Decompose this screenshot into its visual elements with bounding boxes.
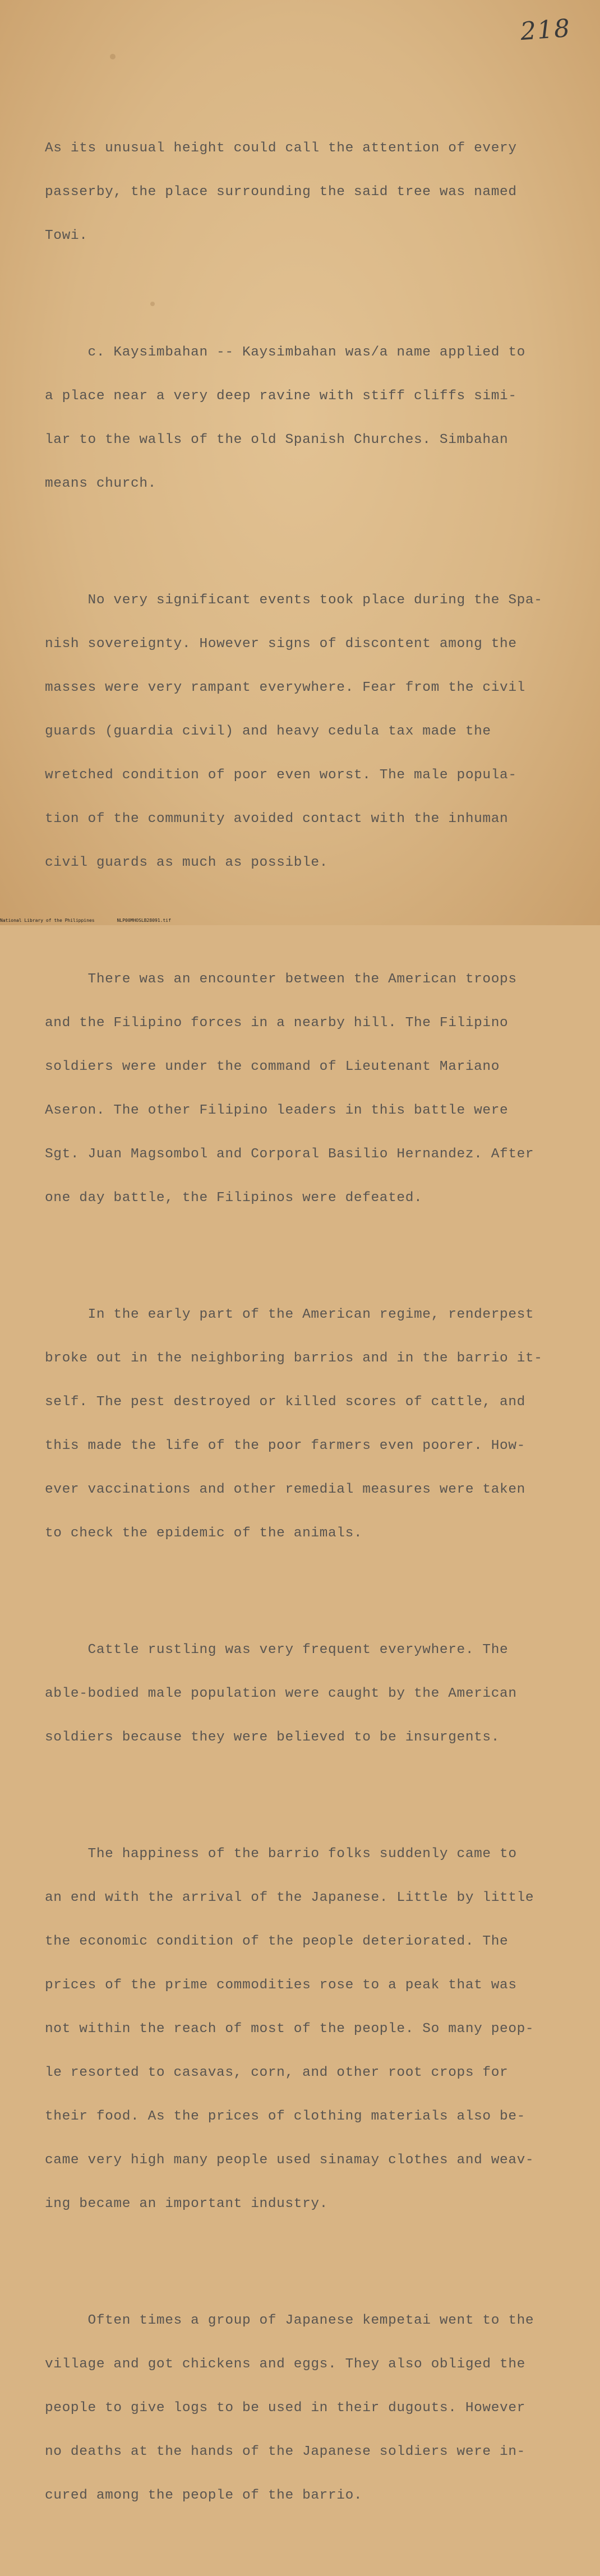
ink-smudge: [110, 54, 116, 59]
text-line: village and got chickens and eggs. They also obliged the: [45, 2357, 525, 2372]
text-line: an end with the arrival of the Japanese. Little by little: [45, 1890, 534, 1905]
text-line: no deaths at the hands of the Japanese soldiers were in-: [45, 2444, 525, 2459]
text-line: In the early part of the American regime, renderpest: [45, 1307, 534, 1322]
text-line: Cattle rustling was very frequent everywhere. The: [45, 1642, 509, 1658]
text-line: prices of the prime commodities rose to a peak that was: [45, 1978, 517, 1993]
text-line: passerby, the place surrounding the said tree was named: [45, 184, 517, 200]
text-line: le resorted to casavas, corn, and other root crops for: [45, 2065, 509, 2080]
text-line: ing became an important industry.: [45, 2196, 328, 2212]
text-line: No very significant events took place during the Spa-: [45, 593, 543, 608]
text-line: broke out in the neighboring barrios and in the barrio it-: [45, 1351, 543, 1366]
text-line: tion of the community avoided contact with the inhuman: [45, 811, 509, 827]
text-line: wretched condition of poor even worst. The male popula-: [45, 768, 517, 783]
text-line: means church.: [45, 476, 156, 491]
typed-text-body: [45, 83, 550, 2576]
text-line: masses were very rampant everywhere. Fear from the civil: [45, 680, 525, 695]
scan-footer: [0, 918, 193, 923]
paragraph: [45, 1818, 550, 2241]
text-line: lar to the walls of the old Spanish Churches. Simbahan: [45, 432, 509, 447]
text-line: soldiers because they were believed to be insurgents.: [45, 1730, 500, 1745]
text-line: Often times a group of Japanese kempetai went to the: [45, 2313, 534, 2328]
text-line: ever vaccinations and other remedial measures were taken: [45, 1482, 525, 1497]
text-line: a place near a very deep ravine with stiff cliffs simi-: [45, 389, 517, 404]
text-line: The happiness of the barrio folks suddenly came to: [45, 1846, 517, 1862]
text-line: c. Kaysimbahan -- Kaysimbahan was/a name applied to: [45, 345, 525, 360]
text-line: Towi.: [45, 228, 88, 243]
text-line: able-bodied male population were caught by the American: [45, 1686, 517, 1701]
text-line: There was an encounter between the American troops: [45, 972, 517, 987]
text-line: one day battle, the Filipinos were defeated.: [45, 1190, 423, 1206]
text-line: and the Filipino forces in a nearby hill. The Filipino: [45, 1015, 509, 1031]
library-credit: National Library of the Philippines: [0, 918, 95, 923]
text-line: the economic condition of the people deteriorated. The: [45, 1934, 509, 1949]
paragraph: [45, 2284, 550, 2532]
scan-filename: NLP00MHOSLB28091.tif: [117, 918, 171, 923]
text-line: cured among the people of the barrio.: [45, 2488, 363, 2503]
text-line: civil guards as much as possible.: [45, 855, 328, 870]
text-line: As its unusual height could call the attention of every: [45, 141, 517, 156]
text-line: nish sovereignty. However signs of discontent among the: [45, 636, 517, 652]
paragraph: [45, 943, 550, 1235]
paragraph: [45, 1278, 550, 1570]
paragraph: [45, 1614, 550, 1774]
text-line: self. The pest destroyed or killed scores of cattle, and: [45, 1395, 525, 1410]
text-line: soldiers were under the command of Lieutenant Mariano: [45, 1059, 500, 1074]
text-line: to check the epidemic of the animals.: [45, 1526, 363, 1541]
text-line: not within the reach of most of the people. So many peop-: [45, 2021, 534, 2037]
text-line: guards (guardia civil) and heavy cedula tax made the: [45, 724, 491, 739]
text-line: Aseron. The other Filipino leaders in this battle were: [45, 1103, 509, 1118]
paragraph: [45, 112, 550, 273]
page-number: 218: [519, 13, 572, 47]
paragraph: [45, 316, 550, 520]
text-line: this made the life of the poor farmers even poorer. How-: [45, 1438, 525, 1453]
text-line: came very high many people used sinamay clothes and weav-: [45, 2153, 534, 2168]
text-line: their food. As the prices of clothing materials also be-: [45, 2109, 525, 2124]
text-line: people to give logs to be used in their dugouts. However: [45, 2400, 525, 2416]
paragraph: [45, 564, 550, 899]
text-line: Sgt. Juan Magsombol and Corporal Basilio Hernandez. After: [45, 1147, 534, 1162]
